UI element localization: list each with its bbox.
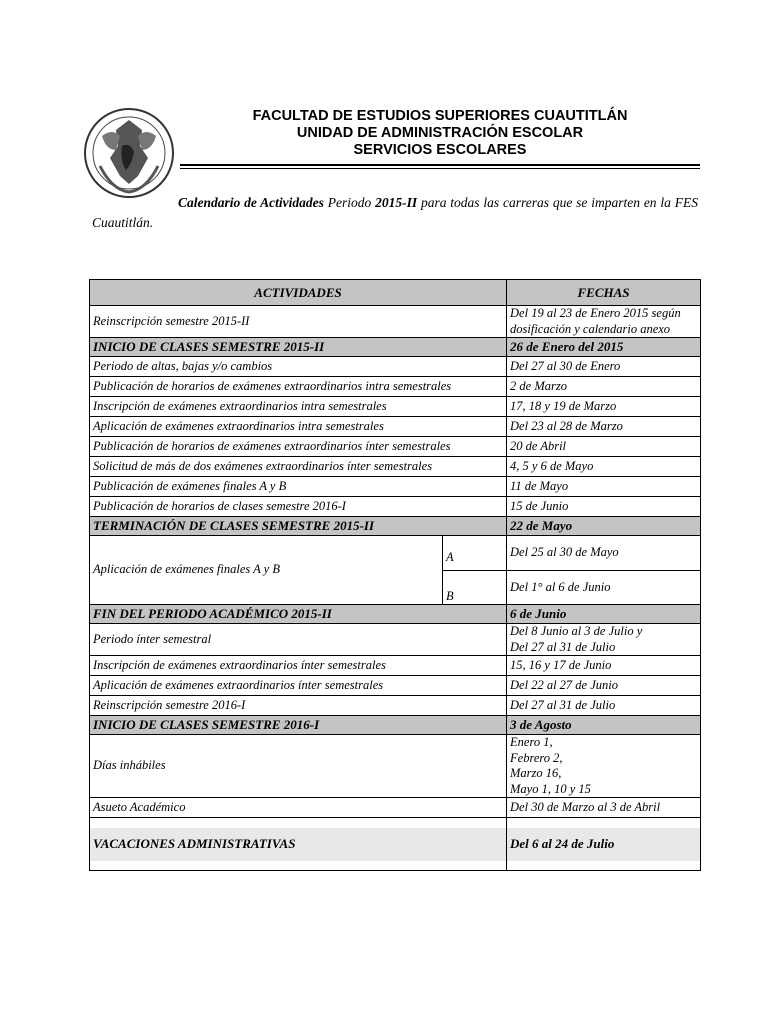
table-row [90,306,701,338]
table-row [90,377,701,397]
table-header-row [90,280,701,306]
table-row [90,417,701,437]
dates-column-header: FECHAS [507,280,701,306]
table-row-vacation [90,818,701,871]
intro-period-code: 2015-II [375,195,418,210]
table-row-final-exams-a [90,536,701,571]
date-cell: 22 de Mayo [507,517,701,536]
activities-calendar-table [89,279,701,871]
date-cell: Del 27 al 30 de Enero [507,357,701,377]
date-cell: 20 de Abril [507,437,701,457]
activity-cell: Inscripción de exámenes extraordinarios intra semestrales [90,397,507,417]
activity-cell: Periodo ínter semestral [90,624,507,656]
table-row-highlight [90,338,701,357]
activity-cell: Asueto Académico [90,798,507,818]
table-row [90,656,701,676]
activity-cell: Reinscripción semestre 2015-II [90,306,507,338]
table-row-highlight [90,517,701,536]
activity-cell: TERMINACIÓN DE CLASES SEMESTRE 2015-II [90,517,507,536]
activity-cell: Publicación de horarios de exámenes extraordinarios intra semestrales [90,377,507,397]
service-title: SERVICIOS ESCOLARES [353,142,527,158]
date-cell: 4, 5 y 6 de Mayo [507,457,701,477]
date-cell: Del 22 al 27 de Junio [507,676,701,696]
table-row-highlight [90,716,701,735]
table-row [90,676,701,696]
date-cell: Del 30 de Marzo al 3 de Abril [507,798,701,818]
faculty-title: FACULTAD DE ESTUDIOS SUPERIORES CUAUTITLÁN [252,108,628,124]
intro-period-word: Periodo [323,195,376,210]
activity-cell: Reinscripción semestre 2016-I [90,696,507,716]
table-row [90,397,701,417]
date-cell: Del 1° al 6 de Junio [507,571,701,605]
activity-cell: FIN DEL PERIODO ACADÉMICO 2015-II [90,605,507,624]
activity-cell: Días inhábiles [90,735,507,798]
table-row [90,735,701,798]
activity-cell: Publicación de horarios de exámenes extraordinarios ínter semestrales [90,437,507,457]
date-line: Del 8 Junio al 3 de Julio y [510,624,643,638]
date-line: Del 27 al 31 de Julio [510,639,616,654]
activity-cell: Aplicación de exámenes finales A y B [90,536,443,605]
unam-seal-logo [82,106,176,200]
header-rule-thin [180,168,700,169]
activity-cell: Publicación de horarios de clases semestre 2016-I [90,497,507,517]
table-row [90,497,701,517]
header-rule [180,164,700,166]
date-cell: 17, 18 y 19 de Marzo [507,397,701,417]
activity-cell: Publicación de exámenes finales A y B [90,477,507,497]
table-row [90,477,701,497]
activity-cell: Inscripción de exámenes extraordinarios ínter semestrales [90,656,507,676]
date-line: Mayo 1, 10 y 15 [510,781,591,796]
date-line: Marzo 16, [510,766,562,780]
unit-title: UNIDAD DE ADMINISTRACIÓN ESCOLAR [296,125,584,141]
activity-cell: Aplicación de exámenes extraordinarios ínter semestrales [90,676,507,696]
activity-cell: VACACIONES ADMINISTRATIVAS [90,818,507,871]
exam-type-b-cell: B [443,571,507,605]
table-row [90,624,701,656]
date-cell: Del 19 al 23 de Enero 2015 según dosificación y calendario anexo [507,306,701,338]
date-cell: 26 de Enero del 2015 [507,338,701,357]
date-cell: Del 6 al 24 de Julio [507,818,701,871]
date-cell: Del 23 al 28 de Marzo [507,417,701,437]
table-row [90,437,701,457]
table-row [90,457,701,477]
date-cell: 11 de Mayo [507,477,701,497]
activity-cell: INICIO DE CLASES SEMESTRE 2016-I [90,716,507,735]
date-line: Enero 1, [510,735,553,749]
date-cell: Del 27 al 31 de Julio [507,696,701,716]
date-cell: 15, 16 y 17 de Junio [507,656,701,676]
intro-paragraph [92,193,698,233]
date-cell: 3 de Agosto [507,716,701,735]
institution-header [180,108,700,159]
date-cell: 6 de Junio [507,605,701,624]
date-cell: 15 de Junio [507,497,701,517]
date-cell [507,624,701,656]
date-cell: 2 de Marzo [507,377,701,397]
table-row [90,696,701,716]
date-cell: Del 25 al 30 de Mayo [507,536,701,571]
table-row [90,798,701,818]
intro-rest: para todas las carreras que se imparten en la FES Cuautitlán. [92,195,698,230]
exam-type-a-cell: A [443,536,507,571]
table-row-highlight [90,605,701,624]
activity-cell: INICIO DE CLASES SEMESTRE 2015-II [90,338,507,357]
date-cell [507,735,701,798]
activity-cell: Aplicación de exámenes extraordinarios intra semestrales [90,417,507,437]
table-row [90,357,701,377]
activity-cell: Periodo de altas, bajas y/o cambios [90,357,507,377]
intro-calendar-label: Calendario de Actividades [178,195,324,210]
activities-column-header: ACTIVIDADES [90,280,507,306]
date-line: Febrero 2, [510,750,563,765]
activity-cell: Solicitud de más de dos exámenes extraordinarios ínter semestrales [90,457,507,477]
